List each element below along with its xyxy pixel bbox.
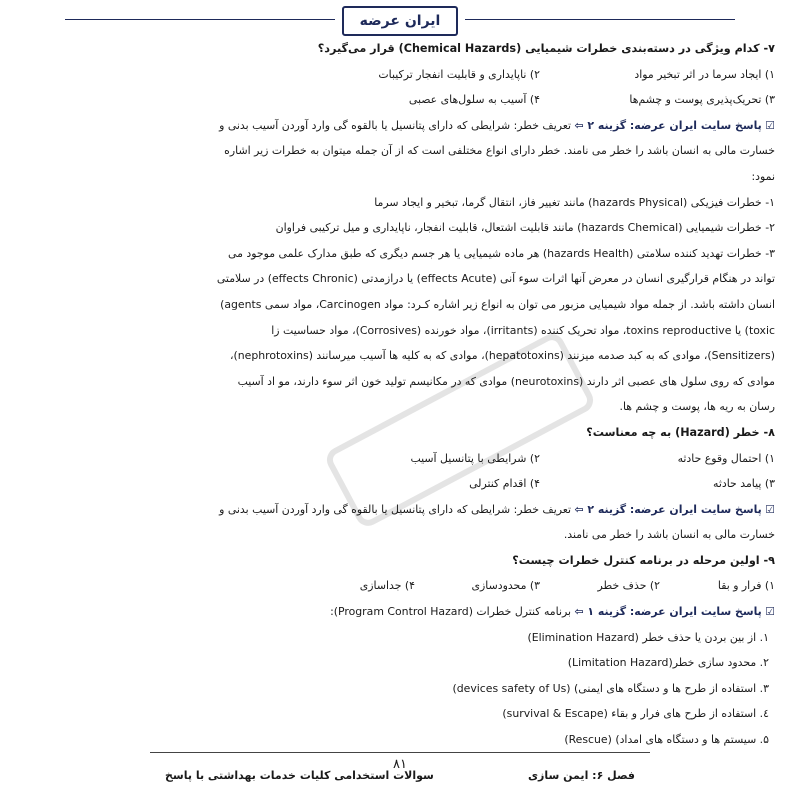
answer-text: برنامه کنترل خطرات (Program Control Hazard): [330,605,572,619]
page-number: ۸۱ [393,757,407,772]
question-9-option-3: ۳) محدودسازی [471,579,540,593]
question-7-answer-line-3: نمود: [751,169,775,183]
hazard-type-health-line-3: انسان داشته باشد. از جمله مواد شیمیایی مزبور می توان به انواع زیر اشاره کـرد: مواد Carcinogen، مواد سمی agents) [220,297,775,311]
question-7-title: ۷- کدام ویژگی در دسته‌بندی خطرات شیمیایی (Chemical Hazards) قرار می‌گیرد؟ [317,42,775,55]
question-9-option-4: ۴) جداسازی [359,579,415,593]
control-step-1: ۱. از بین بردن یا حذف خطر (Elimination Hazard) [527,630,769,644]
question-7-answer-line-1 [25,113,775,139]
question-9-option-1: ۱) فرار و بقا [717,579,775,593]
answer-source: پاسخ سایت ایران عرضه: گزینه ۱ ⇦ [574,605,762,619]
question-7-option-2: ۲) ناپایداری و قابلیت انفجار ترکیبات [378,67,540,81]
main-content [25,36,775,753]
question-8-option-4: ۴) اقدام کنترلی [469,477,540,491]
answer-text: تعریف خطر: شرایطی که دارای پتانسیل یا بالقوه گی وارد آوردن آسیب بدنی و [219,502,572,516]
answer-source: پاسخ سایت ایران عرضه: گزینه ۲ ⇦ [574,118,762,132]
footer-rule [150,752,650,753]
hazard-type-health-line-2: تواند در هنگام قرارگیری انسان در معرض آنها اثرات سوء آنی (effects Acute) یا درازمدتی (effects Chronic) در سلامتی [216,272,775,286]
hazard-type-health-line-4: toxic) یا toxins reproductive، مواد تحریک کننده (irritants)، مواد خورنده (Corrosives)، مواد حساسیت زا [271,323,775,337]
question-9-options-row [25,573,775,599]
question-8-option-3: ۳) پیامد حادثه [713,477,775,491]
question-8-option-1: ۱) احتمال وقوع حادثه [677,451,775,465]
question-8-options-row-1 [25,446,775,472]
hazard-type-health-line-6: موادی که روی سلول های عصبی اثر دارند (neurotoxins) موادی که در مکانیسم تولید خون اثر سوء دارند، مو اد آسیب [237,374,775,388]
footer-book-title: سوالات استخدامی کلیات خدمات بهداشتی با پاسخ [165,769,434,782]
question-7-options-row-2 [25,87,775,113]
question-8-options-row-2 [25,471,775,497]
question-7-option-3: ۳) تحریک‌پذیری پوست و چشم‌ها [629,93,775,107]
question-7-option-4: ۴) آسیب به سلول‌های عصبی [408,93,540,107]
hazard-type-health-line-5: (Sensitizers)، موادی که به کبد صدمه میزنند (hepatotoxins)، موادی که به کلیه ها آسیب میرسانند (nephrotoxins)، [229,349,775,363]
control-step-3: ۳. استفاده از طرح ها و دستگاه های ایمنی) (devices safety of Us) [452,681,769,695]
question-8-title: ۸- خطر (Hazard) به چه معناست؟ [586,425,775,439]
question-8-answer-line-2: خسارت مالی به انسان باشد را خطر می نامند. [563,528,775,542]
header-rule-left [65,19,335,20]
question-9-answer-line-1 [25,599,775,625]
answer-text: تعریف خطر: شرایطی که دارای پتانسیل یا بالقوه گی وارد آوردن آسیب بدنی و [219,118,572,132]
question-7-options-row-1 [25,62,775,88]
question-7-option-1: ۱) ایجاد سرما در اثر تبخیر مواد [634,67,775,81]
hazard-type-physical: ۱- خطرات فیزیکی (hazards Physical) مانند تغییر فاز، انتقال گرما، تبخیر و ایجاد سرما [374,195,775,209]
control-step-4: ٤. استفاده از طرح های فرار و بقاء (survival & Escape) [502,707,769,721]
control-step-5: ۵. سیستم ها و دستگاه های امداد) (Rescue) [564,733,769,747]
checkbox-icon: ☑ [765,605,775,619]
hazard-type-health-line-7: رسان به ریه ها، پوست و چشم ها. [619,400,775,414]
question-7-answer-line-2: خسارت مالی به انسان باشد را خطر می نامند. خطر دارای انواع مختلفی است که از آن جمله میتوان به خطرات زیر اشاره [224,144,775,158]
question-8-option-2: ۲) شرایطی با پتانسیل آسیب [410,451,540,465]
question-8-answer-line-1 [25,497,775,523]
footer-chapter-title: فصل ۶: ایمن سازی [527,769,635,782]
answer-source: پاسخ سایت ایران عرضه: گزینه ۲ ⇦ [574,502,762,516]
checkbox-icon: ☑ [765,502,775,516]
header-rule-right [465,19,735,20]
hazard-type-health-line-1: ۳- خطرات تهدید کننده سلامتی (hazards Health) هر ماده شیمیایی یا هر جسم دیگری که طبق مدارک علمی موجود می [228,246,775,260]
control-step-2: ۲. محدود سازی خطر(Limitation Hazard) [567,656,769,670]
brand-logo-text: ایران عرضه [359,13,441,29]
question-9-option-2: ۲) حذف خطر [597,579,660,593]
question-9-title: ۹- اولین مرحله در برنامه کنترل خطرات چیست؟ [512,553,775,567]
hazard-type-chemical: ۲- خطرات شیمیایی (hazards Chemical) مانند قابلیت اشتعال، قابلیت انفجار، ناپایداری و میل ترکیبی فراوان [275,221,775,235]
brand-logo [342,6,458,36]
checkbox-icon: ☑ [765,118,775,132]
